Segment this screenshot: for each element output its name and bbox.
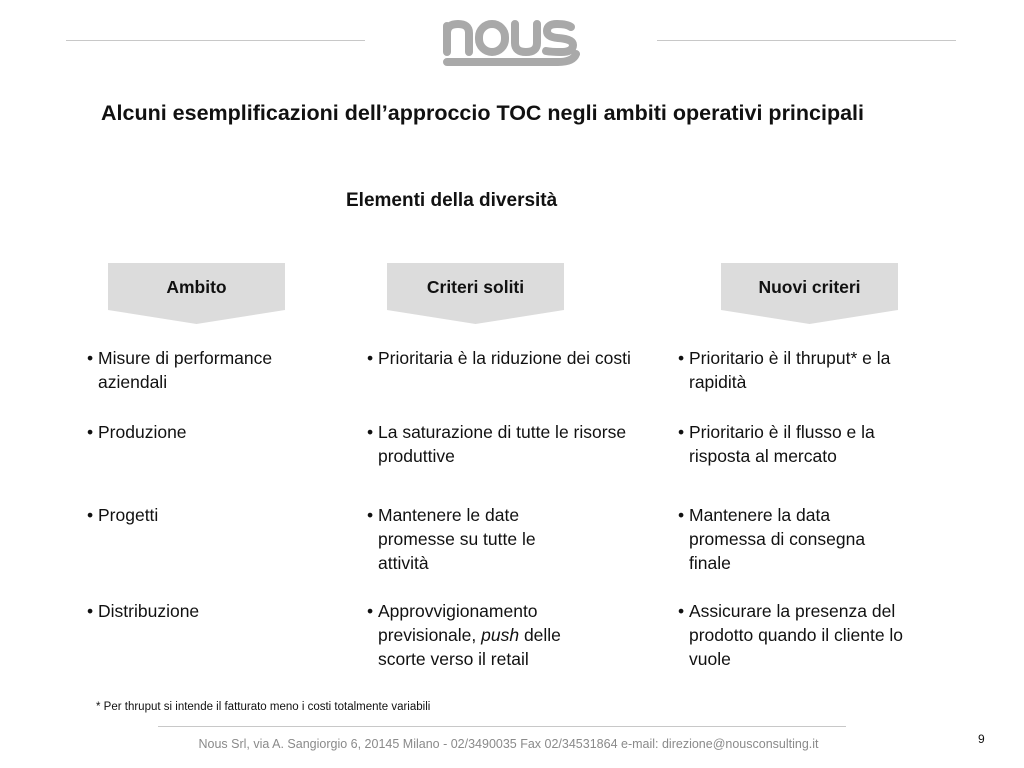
list-item: [367, 503, 587, 575]
list-item: [367, 420, 635, 468]
list-item-text: Prioritario è il flusso e la risposta al mercato: [689, 422, 875, 466]
column-header-label: Ambito: [166, 277, 227, 297]
list-item-text: Progetti: [98, 505, 159, 525]
bullet: •: [367, 601, 374, 621]
list-item-text: Mantenere le date promesse su tutte le attività: [378, 505, 536, 573]
bullet: •: [678, 601, 685, 621]
bullet: •: [87, 348, 94, 368]
list-item: [678, 599, 948, 671]
footer-rule: [158, 726, 846, 727]
list-item-text: Misure di performance aziendali: [98, 348, 273, 392]
column-header-ambito: [108, 263, 285, 324]
bullet: •: [678, 505, 685, 525]
bullet: •: [87, 422, 94, 442]
list-item-text: Mantenere la data promessa di consegna finale: [689, 505, 866, 573]
column-header-criteri-soliti: [387, 263, 564, 324]
list-item: [87, 420, 327, 444]
list-item: [367, 599, 607, 671]
column-header-nuovi-criteri: [721, 263, 898, 324]
list-item: [678, 503, 908, 575]
list-item: [367, 346, 635, 370]
list-item: [87, 346, 327, 394]
list-item: [678, 346, 933, 394]
emphasis-push: push: [481, 625, 520, 645]
list-item-text: La saturazione di tutte le risorse produttive: [378, 422, 627, 466]
header-rule-left: [66, 40, 365, 41]
bullet: •: [678, 422, 685, 442]
list-item-text: Prioritaria è la riduzione dei costi: [378, 348, 631, 368]
column-header-label: Nuovi criteri: [758, 277, 861, 297]
list-item-text: Distribuzione: [98, 601, 200, 621]
list-item: [87, 599, 327, 623]
page-number: 9: [978, 732, 985, 746]
bullet: •: [87, 505, 94, 525]
nous-logo: [440, 14, 582, 68]
bullet: •: [367, 505, 374, 525]
bullet: •: [367, 348, 374, 368]
list-item-text: Approvvigionamento previsionale, push delle scorte verso il retail: [378, 601, 561, 669]
column-header-label: Criteri soliti: [426, 277, 525, 297]
list-item-text: Produzione: [98, 422, 187, 442]
footer-contact: Nous Srl, via A. Sangiorgio 6, 20145 Milano - 02/3490035 Fax 02/34531864 e-mail: direzione@nousconsulting.it: [198, 737, 819, 751]
section-subtitle: Elementi della diversità: [346, 190, 558, 211]
list-item: [87, 503, 327, 527]
list-item: [678, 420, 918, 468]
list-item-text: Prioritario è il thruput* e la rapidità: [689, 348, 891, 392]
footnote: * Per thruput si intende il fatturato meno i costi totalmente variabili: [96, 701, 431, 713]
slide-title: Alcuni esemplificazioni dell’approccio TOC negli ambiti operativi principali: [101, 101, 865, 125]
list-item-text: Assicurare la presenza del prodotto quando il cliente lo vuole: [689, 601, 904, 669]
bullet: •: [367, 422, 374, 442]
bullet: •: [678, 348, 685, 368]
header-rule-right: [657, 40, 956, 41]
bullet: •: [87, 601, 94, 621]
